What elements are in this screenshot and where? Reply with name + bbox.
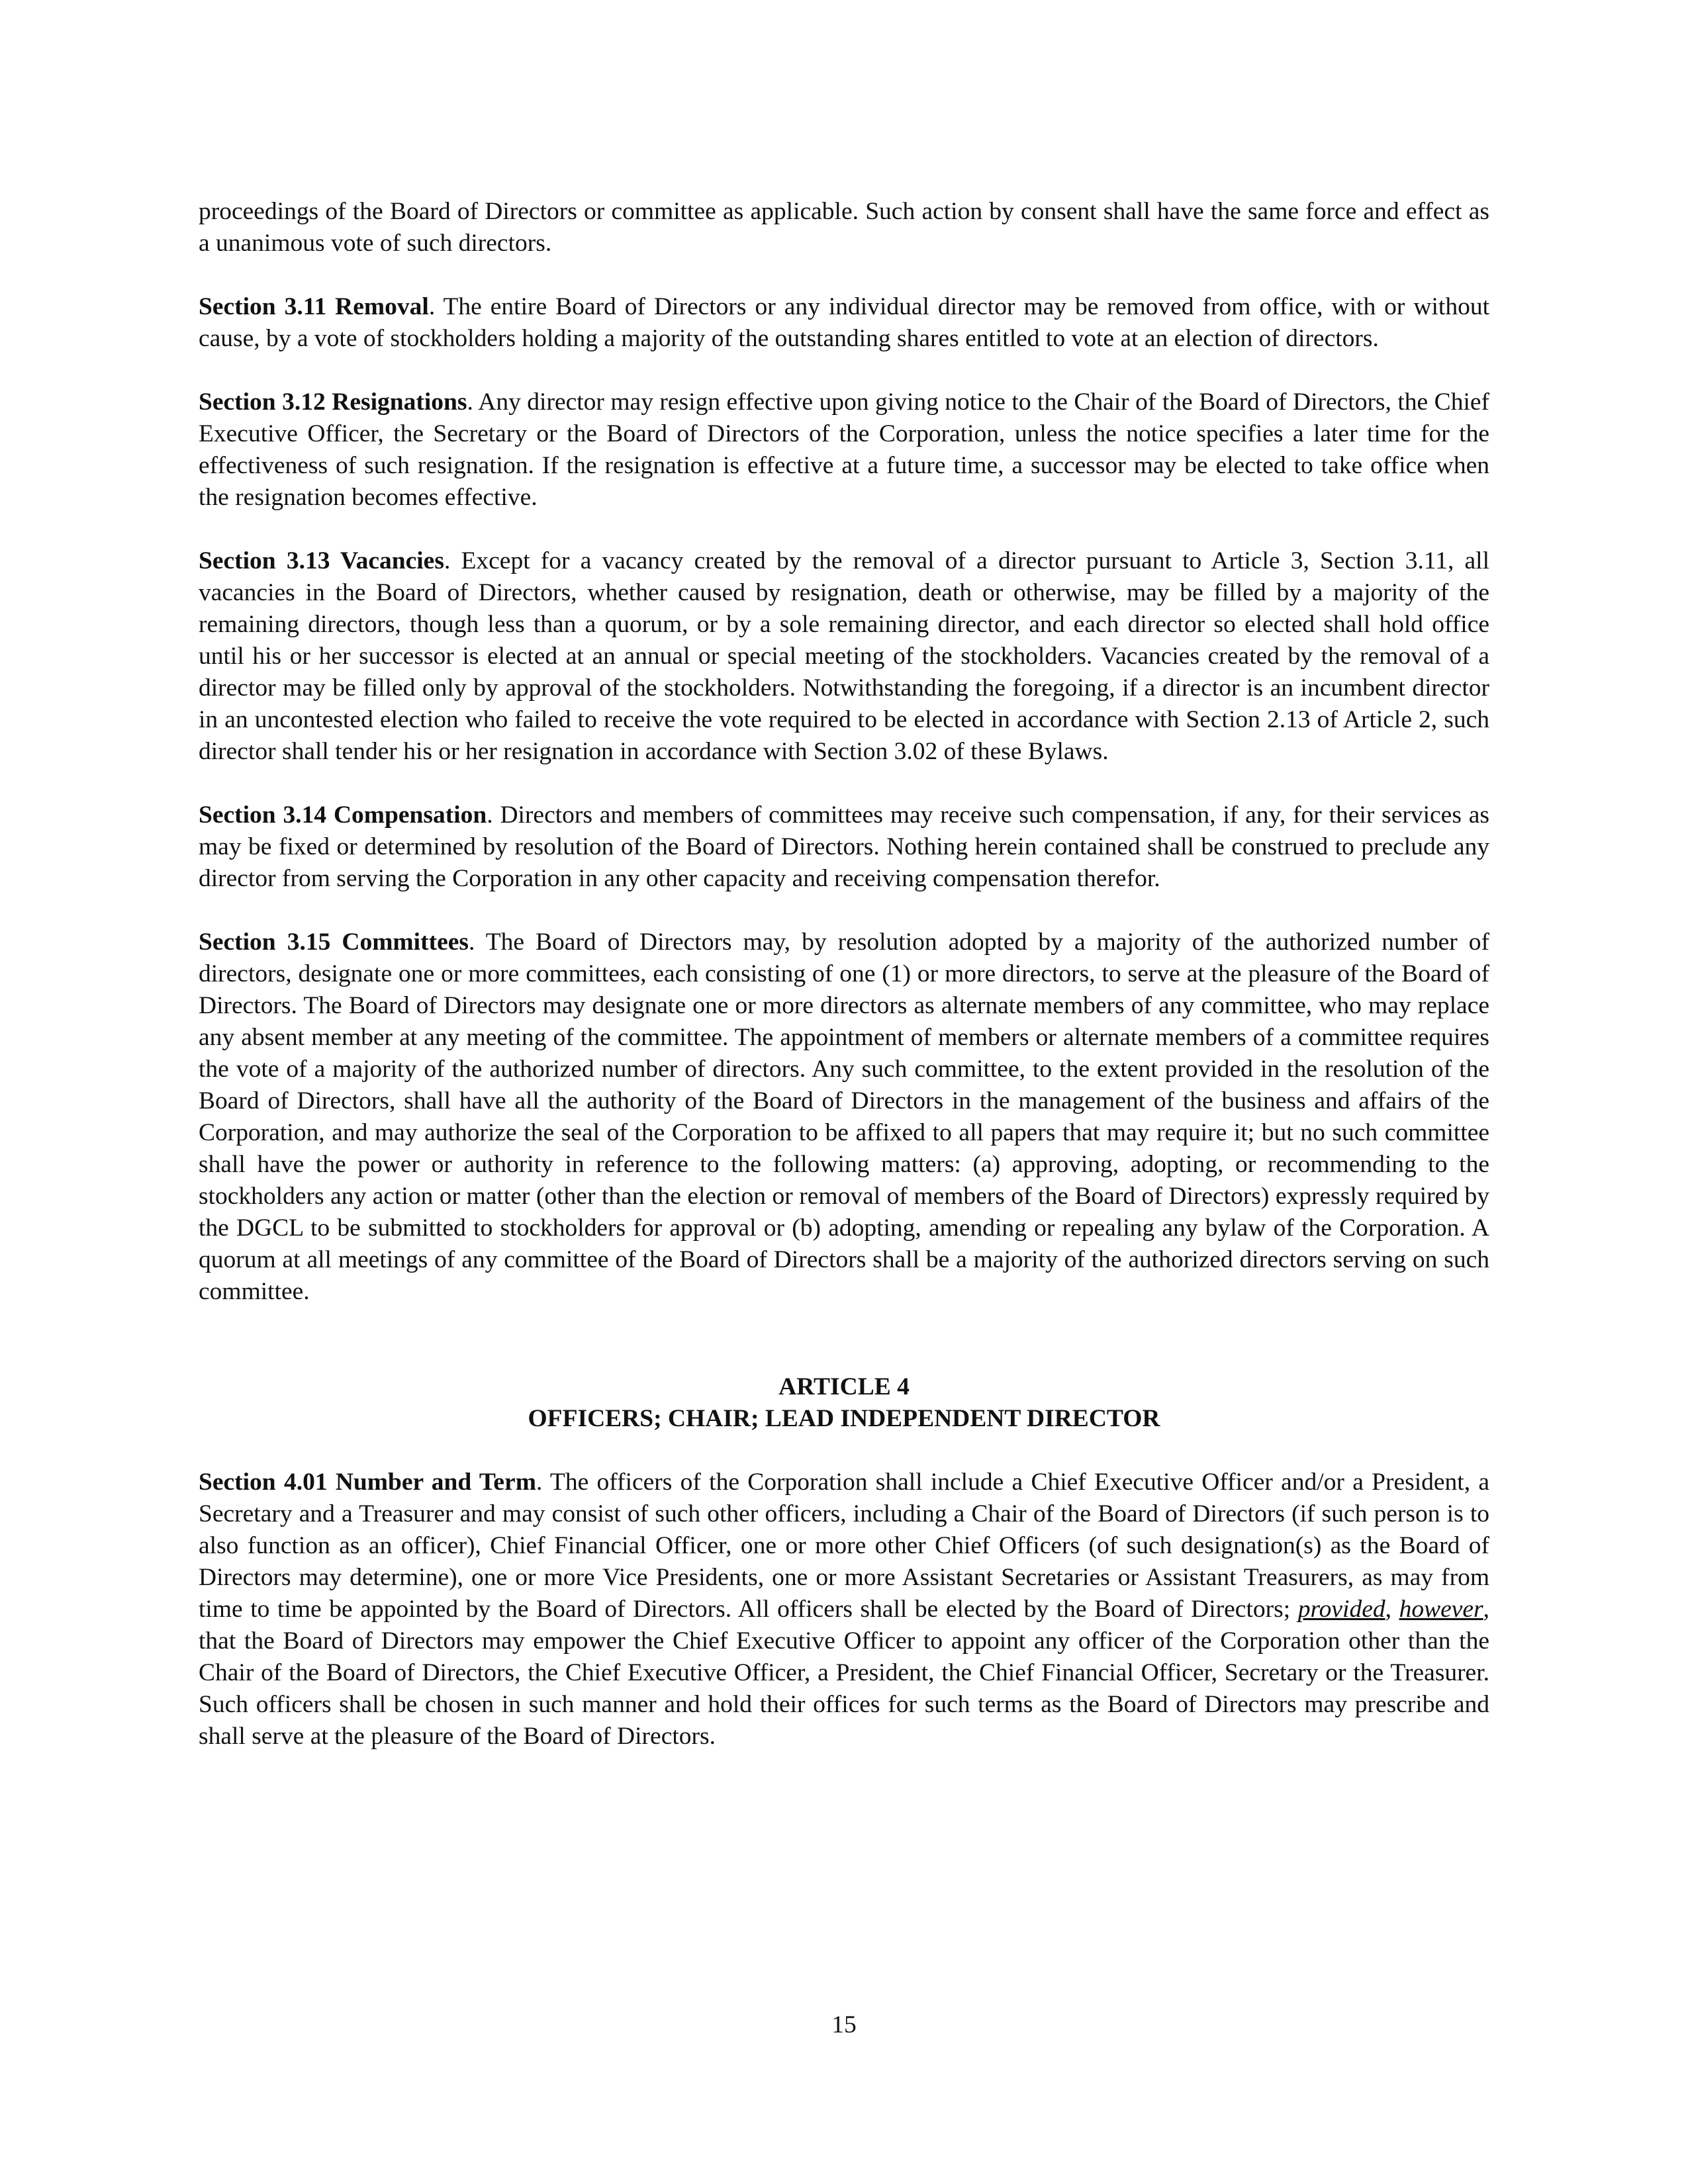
paragraph-continuation bbox=[199, 196, 1489, 259]
section-heading: Section 3.14 Compensation bbox=[199, 801, 487, 829]
section-text: . Any director may resign effective upon giving notice to the Chair of the Board of Directors, the Chief Executive Officer, the Secretary or the Board of Directors of the Corporation, unless the notice specifies a later time for the effectiveness of such resignation. If the resignation is effective at a future time, a successor may be elected to take office when the resignation becomes effective. bbox=[199, 388, 1489, 511]
article-heading bbox=[199, 1371, 1489, 1435]
emphasis-however: however bbox=[1399, 1596, 1483, 1623]
section-3-12-resignations bbox=[199, 387, 1489, 514]
article-title: OFFICERS; CHAIR; LEAD INDEPENDENT DIRECTOR bbox=[528, 1405, 1160, 1432]
page-body bbox=[199, 196, 1489, 1784]
section-text: . The officers of the Corporation shall include a Chief Executive Officer and/or a President, a Secretary and a Treasurer and may consist of such other officers, including a Chair of the Board of Directors (if such person is to also function as an officer), Chief Financial Officer, one or more other Chief Officers (of such designation(s) as the Board of Directors may determine), one or more Vice Presidents, one or more Assistant Secretaries or Assistant Treasurers, as may from time to time be appointed by the Board of Directors. All officers shall be elected by the Board of Directors; bbox=[199, 1469, 1490, 1623]
page-number: 15 bbox=[831, 2011, 857, 2038]
comma-separator: , bbox=[1385, 1596, 1399, 1623]
emphasis-provided: provided bbox=[1297, 1596, 1385, 1623]
section-3-11-removal bbox=[199, 291, 1489, 355]
article-number: ARTICLE 4 bbox=[778, 1373, 910, 1400]
section-heading: Section 3.11 Removal bbox=[199, 293, 429, 320]
section-3-14-compensation bbox=[199, 799, 1489, 895]
section-text-continued: , that the Board of Directors may empower the Chief Executive Officer to appoint any officer of the Corporation other than the Chair of the Board of Directors, the Chief Executive Officer, a President, the Chief Financial Officer, Secretary or the Treasurer. Such officers shall be chosen in such manner and hold their offices for such terms as the Board of Directors may prescribe and shall serve at the pleasure of the Board of Directors. bbox=[199, 1596, 1490, 1750]
section-text: . The Board of Directors may, by resolution adopted by a majority of the authorized number of directors, designate one or more committees, each consisting of one (1) or more directors, to serve at the pleasure of the Board of Directors. The Board of Directors may designate one or more directors as alternate members of any committee, who may replace any absent member at any meeting of the committee. The appointment of members or alternate members of a committee requires the vote of a majority of the authorized number of directors. Any such committee, to the extent provided in the resolution of the Board of Directors, shall have all the authority of the Board of Directors in the management of the business and affairs of the Corporation, and may authorize the seal of the Corporation to be affixed to all papers that may require it; but no such committee shall have the power or authority in reference to the following matters: (a) approving, adopting, or recommending to the stockholders any action or matter (other than the election or removal of members of the Board of Directors) expressly required by the DGCL to be submitted to stockholders for approval or (b) adopting, amending or repealing any bylaw of the Corporation. A quorum at all meetings of any committee of the Board of Directors shall be a majority of the authorized directors serving on such committee. bbox=[199, 929, 1489, 1305]
section-heading: Section 4.01 Number and Term bbox=[199, 1469, 536, 1496]
section-text: . Directors and members of committees may receive such compensation, if any, for their services as may be fixed or determined by resolution of the Board of Directors. Nothing herein contained shall be construed to preclude any director from serving the Corporation in any other capacity and receiving compensation therefor. bbox=[199, 801, 1489, 892]
section-4-01-number-and-term bbox=[199, 1467, 1489, 1752]
section-heading: Section 3.15 Committees bbox=[199, 929, 469, 956]
section-heading: Section 3.12 Resignations bbox=[199, 388, 467, 416]
section-3-13-vacancies bbox=[199, 545, 1489, 768]
section-text: . The entire Board of Directors or any individual director may be removed from office, with or without cause, by a vote of stockholders holding a majority of the outstanding shares entitled to vote at an election of directors. bbox=[199, 293, 1489, 352]
section-text: . Except for a vacancy created by the removal of a director pursuant to Article 3, Section 3.11, all vacancies in the Board of Directors, whether caused by resignation, death or otherwise, may be filled by a majority of the remaining directors, though less than a quorum, or by a sole remaining director, and each director so elected shall hold office until his or her successor is elected at an annual or special meeting of the stockholders. Vacancies created by the removal of a director may be filled only by approval of the stockholders. Notwithstanding the foregoing, if a director is an incumbent director in an uncontested election who failed to receive the vote required to be elected in accordance with Section 2.13 of Article 2, such director shall tender his or her resignation in accordance with Section 3.02 of these Bylaws. bbox=[199, 547, 1490, 765]
section-3-15-committees bbox=[199, 927, 1489, 1308]
paragraph-text: proceedings of the Board of Directors or committee as applicable. Such action by consent shall have the same force and effect as a unanimous vote of such directors. bbox=[199, 198, 1489, 257]
section-heading: Section 3.13 Vacancies bbox=[199, 547, 444, 574]
